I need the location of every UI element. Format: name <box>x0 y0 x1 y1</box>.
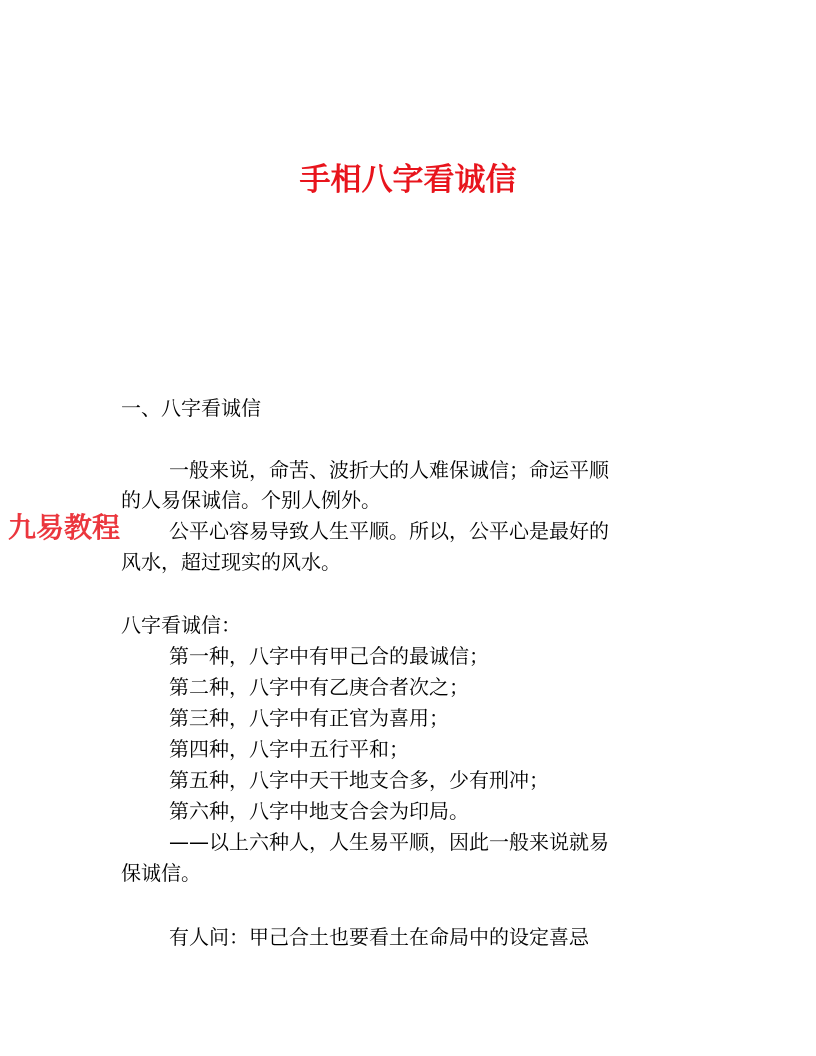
list-item: 第二种，八字中有乙庚合者次之； <box>169 675 469 699</box>
paragraph-line: 公平心容易导致人生平顺。所以，公平心是最好的 <box>169 519 609 543</box>
document-title: 手相八字看诚信 <box>299 162 517 198</box>
paragraph-line: 一般来说，命苦、波折大的人难保诚信；命运平顺 <box>169 458 609 482</box>
list-item: 第三种，八字中有正官为喜用； <box>169 706 449 730</box>
list-item: 第六种，八字中地支合会为印局。 <box>169 799 469 823</box>
paragraph-line: 保诚信。 <box>121 861 201 885</box>
list-item: 第五种，八字中天干地支合多，少有刑冲； <box>169 768 549 792</box>
paragraph-line: 的人易保诚信。个别人例外。 <box>121 488 381 512</box>
watermark-logo: 九易教程 <box>8 511 121 544</box>
paragraph-line: 有人问：甲己合土也要看土在命局中的设定喜忌 <box>169 925 589 949</box>
paragraph-line: ——以上六种人，人生易平顺，因此一般来说就易 <box>169 830 609 854</box>
list-item: 第一种，八字中有甲己合的最诚信； <box>169 644 489 668</box>
section-heading: 一、八字看诚信 <box>121 396 261 420</box>
list-heading: 八字看诚信： <box>121 613 241 637</box>
paragraph-line: 风水，超过现实的风水。 <box>121 550 341 574</box>
list-item: 第四种，八字中五行平和； <box>169 737 409 761</box>
